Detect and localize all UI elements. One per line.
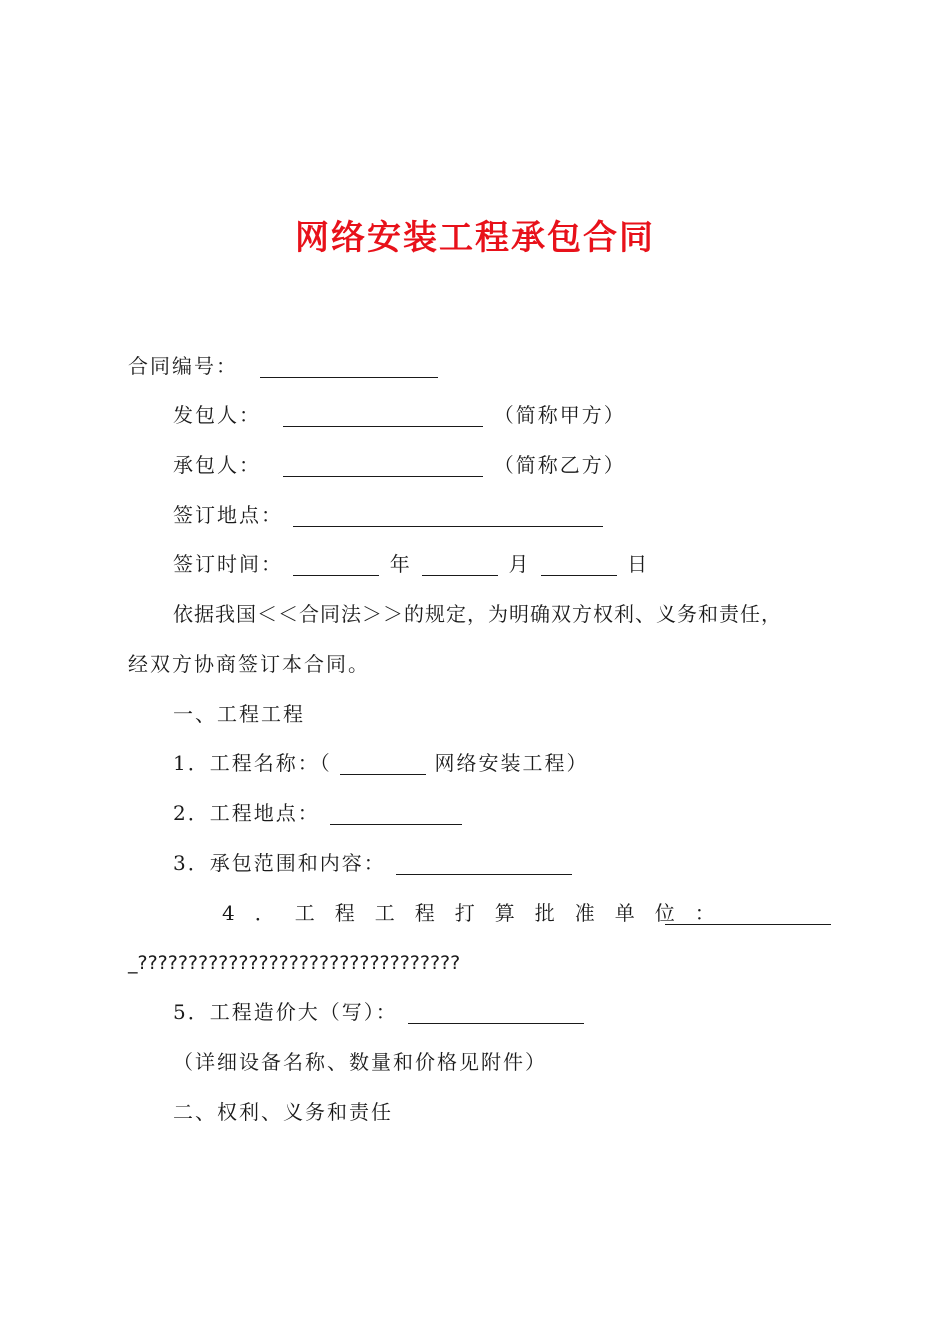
party-a-suffix: （简称甲方） xyxy=(493,403,626,427)
item-2-line xyxy=(173,801,464,825)
sign-time-label: 签订时间： xyxy=(173,552,283,576)
party-a-blank xyxy=(283,406,483,427)
item-4-line xyxy=(222,901,735,925)
equipment-note: （详细设备名称、数量和价格见附件） xyxy=(173,1050,547,1074)
contract-number-blank xyxy=(260,357,438,378)
sign-time-line xyxy=(173,552,649,576)
sign-place-line xyxy=(173,503,605,527)
party-b-blank xyxy=(283,456,483,477)
year-blank xyxy=(293,555,379,576)
year-label: 年 xyxy=(389,552,412,576)
item-1-line xyxy=(173,751,588,775)
item-4-blank xyxy=(665,904,831,925)
item-5-label: 5．工程造价大（写）： xyxy=(173,1000,398,1024)
item-5-line xyxy=(173,1000,586,1024)
intro-line-1: 依据我国＜＜合同法＞＞的规定，为明确双方权利、义务和责任， xyxy=(173,602,782,626)
party-b-line xyxy=(173,453,626,477)
item-4-continuation: _???????????????????????????????? xyxy=(128,952,461,974)
month-label: 月 xyxy=(508,552,531,576)
intro-line-2: 经双方协商签订本合同。 xyxy=(128,652,370,676)
party-a-line xyxy=(173,403,626,427)
item-2-label: 2．工程地点： xyxy=(173,801,320,825)
sign-place-blank xyxy=(293,506,603,527)
item-3-label: 3．承包范围和内容： xyxy=(173,851,386,875)
item-1-suffix: 网络安装工程） xyxy=(434,751,589,775)
month-blank xyxy=(422,555,498,576)
item-1-blank xyxy=(340,754,426,775)
item-1-label: 1．工程名称：（ xyxy=(173,751,332,775)
item-2-blank xyxy=(330,804,462,825)
party-a-label: 发包人： xyxy=(173,403,261,427)
section-2-heading: 二、权利、义务和责任 xyxy=(173,1100,393,1124)
party-b-label: 承包人： xyxy=(173,453,261,477)
party-b-suffix: （简称乙方） xyxy=(493,453,626,477)
document-title: 网络安装工程承包合同 xyxy=(295,218,655,258)
contract-number-line xyxy=(128,354,440,378)
sign-place-label: 签订地点： xyxy=(173,503,283,527)
day-label: 日 xyxy=(627,552,650,576)
contract-number-label: 合同编号： xyxy=(128,354,238,378)
day-blank xyxy=(541,555,617,576)
item-4-label: 4．工程工程打算批准单位： xyxy=(222,901,735,925)
item-3-line xyxy=(173,851,574,875)
item-3-blank xyxy=(396,854,572,875)
section-1-heading: 一、工程工程 xyxy=(173,702,305,726)
item-5-blank xyxy=(408,1003,584,1024)
